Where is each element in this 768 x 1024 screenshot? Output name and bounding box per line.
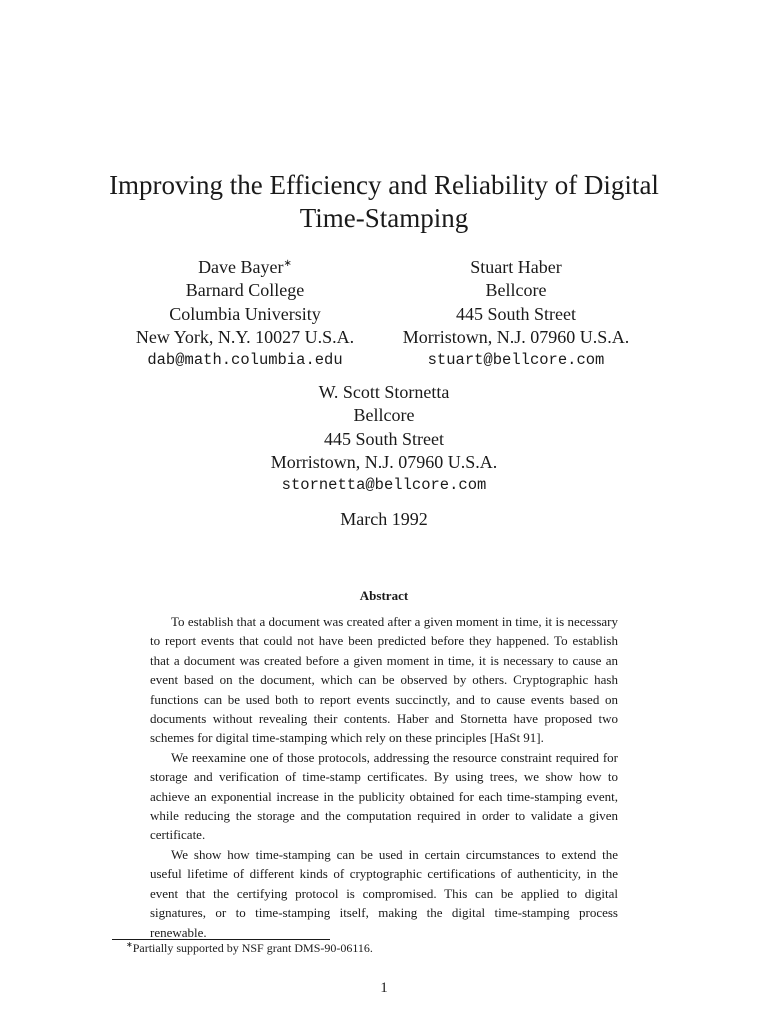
author-name: W. Scott Stornetta	[318, 382, 450, 402]
page-number: 1	[380, 980, 388, 996]
footnote-mark: ∗	[126, 940, 133, 949]
author-affiliation: Bellcore	[485, 280, 547, 301]
author-street: 445 South Street	[456, 303, 576, 324]
title-line-1: Improving the Efficiency and Reliability of Digital	[109, 170, 659, 200]
author-address: Morristown, N.J. 07960 U.S.A.	[270, 451, 498, 472]
author-address: Morristown, N.J. 07960 U.S.A.	[402, 326, 630, 347]
abstract-paragraph: We show how time-stamping can be used in certain circumstances to extend the useful lifetime of different kinds of cryptographic certifications of authenticity, in the event that the certifying protocol is compromised. This can be applied to digital signatures, or to time-stamping itself, making the digital time-stamping process renewable.	[150, 846, 618, 940]
footnote-text: Partially supported by NSF grant DMS-90-06116.	[132, 941, 373, 955]
footnote	[112, 940, 686, 956]
abstract-paragraph: To establish that a document was created after a given moment in time, it is necessary to report events that could not have been predicted before they happened. To establish that a document was created before a given moment in time, it is necessary to cause an event based on the document, which can be observed by others. Cryptographic hash functions can be used both to report events succinctly, and to cause events based on documents without revealing their contents. Haber and Stornetta have proposed two schemes for digital time-stamping which rely on these principles [HaSt 91].	[150, 614, 618, 746]
author-name: Dave Bayer∗	[198, 257, 292, 277]
paper-date: March 1992	[340, 509, 428, 529]
author-affiliation: Barnard College	[185, 280, 305, 301]
title-line-2: Time-Stamping	[299, 203, 469, 233]
abstract-heading: Abstract	[359, 588, 409, 603]
author-block-stornetta	[234, 381, 534, 497]
author-address: New York, N.Y. 10027 U.S.A.	[135, 326, 355, 347]
author-block-haber	[381, 256, 651, 372]
author-email: stuart@bellcore.com	[427, 351, 605, 370]
footnote-mark: ∗	[283, 258, 292, 269]
author-institution: Columbia University	[169, 303, 321, 324]
author-name: Stuart Haber	[470, 257, 562, 277]
author-street: 445 South Street	[324, 428, 444, 449]
author-block-bayer	[110, 256, 380, 372]
author-email: dab@math.columbia.edu	[147, 351, 343, 370]
author-affiliation: Bellcore	[353, 405, 415, 426]
author-email: stornetta@bellcore.com	[281, 476, 487, 495]
abstract-body	[150, 612, 618, 942]
abstract-paragraph: We reexamine one of those protocols, addressing the resource constraint required for storage and verification of time-stamp certificates. By using trees, we show how to achieve an exponential increase in the publicity obtained for each time-stamping event, while reducing the storage and the computation required in order to validate a given certificate.	[150, 749, 618, 843]
paper-title	[100, 169, 668, 235]
